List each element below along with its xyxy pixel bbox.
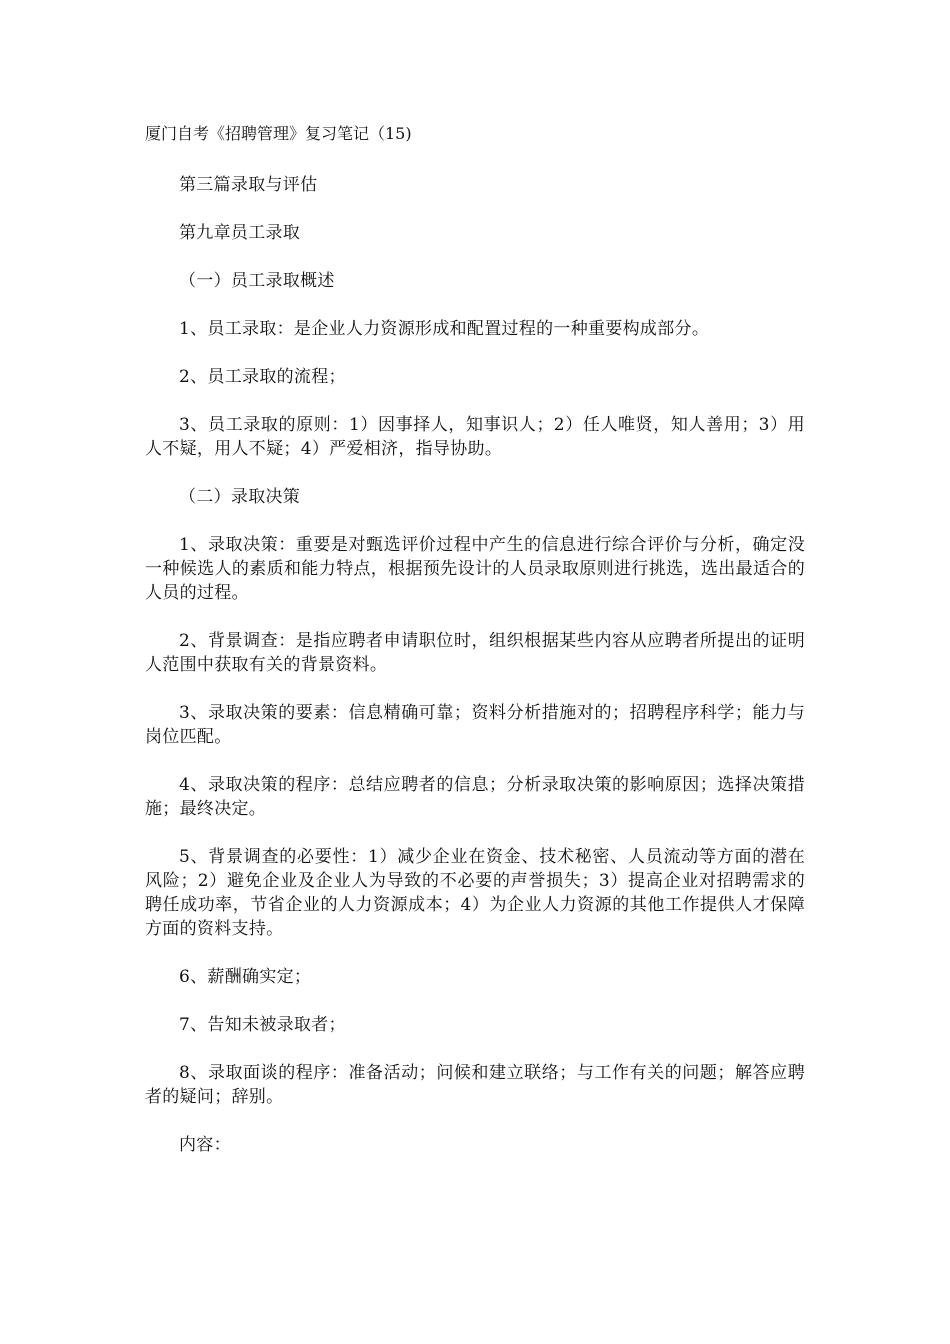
paragraph: 2、员工录取的流程；: [179, 367, 346, 387]
subsection-heading: （二）录取决策: [179, 487, 301, 507]
paragraph: 6、薪酬确实定；: [179, 967, 312, 987]
paragraph: 5、背景调查的必要性：1）减少企业在资金、技术秘密、人员流动等方面的潜在风险；2）避免企业及企业人为导致的不必要的声誉损失；3）提高企业对招聘需求的聘任成功率，节省企业的人力资源成本；4）为企业人力资源的其他工作提供人才保障方面的资料支持。: [145, 847, 805, 939]
paragraph: 3、员工录取的原则：1）因事择人，知事识人；2）任人唯贤，知人善用；3）用人不疑，用人不疑；4）严爱相济，指导协助。: [145, 415, 805, 459]
paragraph: 7、告知未被录取者；: [179, 1015, 346, 1035]
paragraph: 1、录取决策：重要是对甄选评价过程中产生的信息进行综合评价与分析，确定没一种候选人的素质和能力特点，根据预先设计的人员录取原则进行挑选，选出最适合的人员的过程。: [145, 535, 805, 603]
paragraph: 3、录取决策的要素：信息精确可靠；资料分析措施对的；招聘程序科学；能力与岗位匹配。: [145, 703, 805, 747]
paragraph: 4、录取决策的程序：总结应聘者的信息；分析录取决策的影响原因；选择决策措施；最终决定。: [145, 775, 805, 819]
paragraph: 内容：: [179, 1135, 231, 1155]
paragraph: 2、背景调查：是指应聘者申请职位时，组织根据某些内容从应聘者所提出的证明人范围中获取有关的背景资料。: [145, 631, 805, 675]
section-heading: 第三篇录取与评估: [179, 175, 318, 195]
subsection-heading: （一）员工录取概述: [179, 271, 335, 291]
document-page: [145, 122, 805, 1181]
paragraph: 8、录取面谈的程序：准备活动；问候和建立联络；与工作有关的问题；解答应聘者的疑问；辞别。: [145, 1063, 805, 1107]
chapter-heading: 第九章员工录取: [179, 223, 301, 243]
document-title: 厦门自考《招聘管理》复习笔记（15): [145, 124, 412, 143]
paragraph: 1、员工录取：是企业人力资源形成和配置过程的一种重要构成部分。: [179, 319, 710, 339]
